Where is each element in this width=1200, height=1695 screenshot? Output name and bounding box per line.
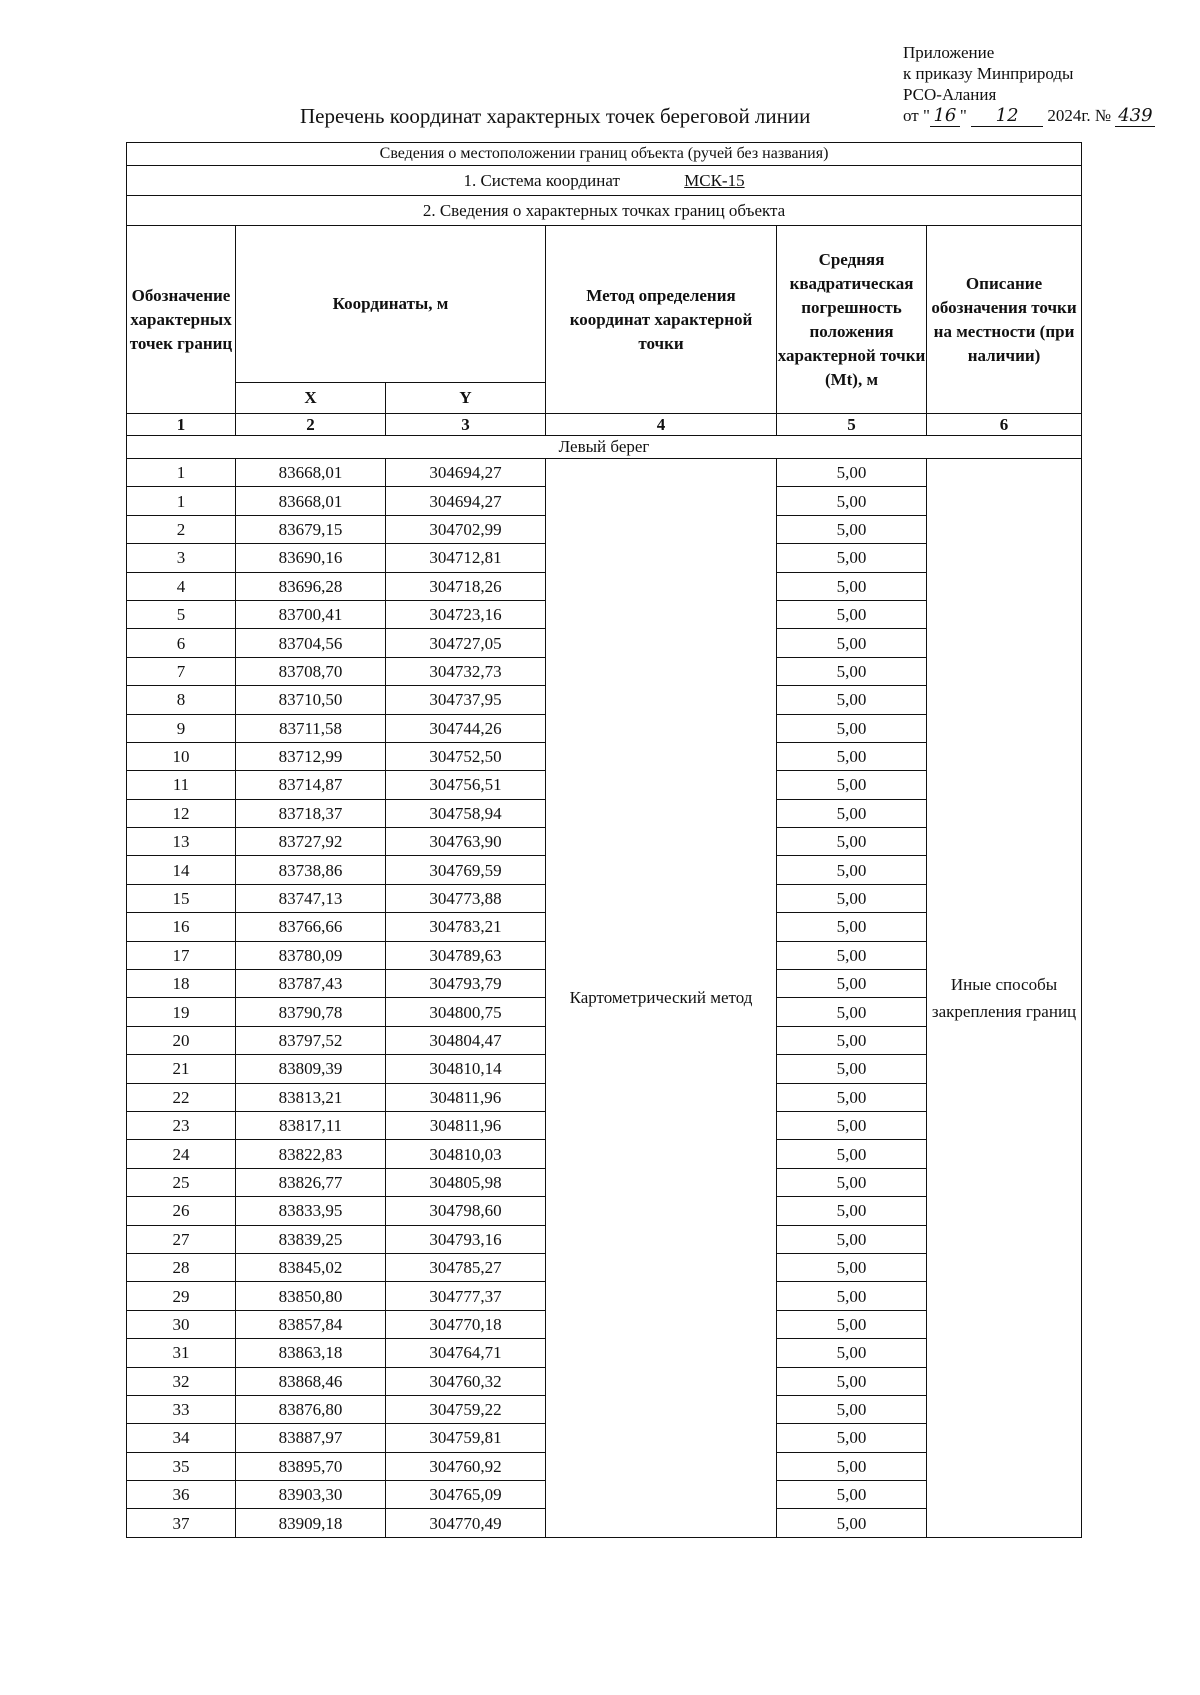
error-value: 5,00	[777, 970, 927, 998]
coord-y: 304810,03	[386, 1140, 546, 1168]
point-number: 26	[127, 1197, 236, 1225]
point-number: 23	[127, 1111, 236, 1139]
point-number: 5	[127, 600, 236, 628]
coord-y: 304769,59	[386, 856, 546, 884]
point-number: 28	[127, 1253, 236, 1281]
error-value: 5,00	[777, 515, 927, 543]
coord-x: 83863,18	[236, 1339, 386, 1367]
coord-x: 83839,25	[236, 1225, 386, 1253]
error-value: 5,00	[777, 1310, 927, 1338]
coord-x: 83766,66	[236, 913, 386, 941]
appendix-line-1: Приложение	[903, 43, 995, 62]
coord-y: 304694,27	[386, 487, 546, 515]
coord-y: 304702,99	[386, 515, 546, 543]
coord-y: 304756,51	[386, 771, 546, 799]
column-number: 3	[386, 414, 546, 436]
point-number: 8	[127, 686, 236, 714]
coord-x: 83711,58	[236, 714, 386, 742]
point-number: 34	[127, 1424, 236, 1452]
point-number: 36	[127, 1481, 236, 1509]
error-value: 5,00	[777, 1509, 927, 1537]
point-number: 35	[127, 1452, 236, 1480]
error-value: 5,00	[777, 459, 927, 487]
column-number: 1	[127, 414, 236, 436]
point-number: 37	[127, 1509, 236, 1537]
coord-x: 83700,41	[236, 600, 386, 628]
point-number: 3	[127, 544, 236, 572]
error-value: 5,00	[777, 913, 927, 941]
point-number: 9	[127, 714, 236, 742]
coord-x: 83668,01	[236, 487, 386, 515]
points-info-cell: 2. Сведения о характерных точках границ объекта	[127, 196, 1082, 226]
coord-x: 83738,86	[236, 856, 386, 884]
coord-y: 304759,81	[386, 1424, 546, 1452]
coord-y: 304752,50	[386, 742, 546, 770]
coord-x: 83710,50	[236, 686, 386, 714]
error-value: 5,00	[777, 629, 927, 657]
coord-x: 83727,92	[236, 828, 386, 856]
coord-x: 83787,43	[236, 970, 386, 998]
point-number: 1	[127, 487, 236, 515]
error-value: 5,00	[777, 686, 927, 714]
date-prefix: от	[903, 106, 919, 125]
error-value: 5,00	[777, 884, 927, 912]
coord-y: 304811,96	[386, 1083, 546, 1111]
coord-y: 304732,73	[386, 657, 546, 685]
coord-y: 304760,32	[386, 1367, 546, 1395]
point-number: 7	[127, 657, 236, 685]
coord-x: 83826,77	[236, 1168, 386, 1196]
coord-x: 83809,39	[236, 1055, 386, 1083]
error-value: 5,00	[777, 856, 927, 884]
coord-x: 83857,84	[236, 1310, 386, 1338]
header-y: Y	[386, 383, 546, 414]
crs-label: 1. Система координат	[463, 170, 620, 190]
coord-y: 304785,27	[386, 1253, 546, 1281]
header-description: Описание обозначения точки на местности (при наличии)	[927, 226, 1082, 414]
point-number: 6	[127, 629, 236, 657]
coord-y: 304744,26	[386, 714, 546, 742]
point-number: 19	[127, 998, 236, 1026]
coord-x: 83895,70	[236, 1452, 386, 1480]
coord-y: 304770,18	[386, 1310, 546, 1338]
point-number: 14	[127, 856, 236, 884]
error-value: 5,00	[777, 1140, 927, 1168]
point-number: 32	[127, 1367, 236, 1395]
coord-y: 304718,26	[386, 572, 546, 600]
point-number: 12	[127, 799, 236, 827]
crs-cell	[127, 166, 1082, 196]
coord-x: 83868,46	[236, 1367, 386, 1395]
point-number: 22	[127, 1083, 236, 1111]
error-value: 5,00	[777, 1424, 927, 1452]
coord-x: 83850,80	[236, 1282, 386, 1310]
coord-y: 304727,05	[386, 629, 546, 657]
coord-x: 83833,95	[236, 1197, 386, 1225]
section-row	[127, 436, 1082, 459]
date-month: 12	[971, 105, 1043, 127]
coord-x: 83822,83	[236, 1140, 386, 1168]
description-cell: Иные способы закрепления границ	[927, 459, 1082, 1538]
coord-y: 304811,96	[386, 1111, 546, 1139]
coord-y: 304759,22	[386, 1395, 546, 1423]
column-number: 6	[927, 414, 1082, 436]
coord-y: 304712,81	[386, 544, 546, 572]
method-cell: Картометрический метод	[546, 459, 777, 1538]
point-number: 18	[127, 970, 236, 998]
coord-y: 304800,75	[386, 998, 546, 1026]
coord-x: 83817,11	[236, 1111, 386, 1139]
error-value: 5,00	[777, 1055, 927, 1083]
column-number: 4	[546, 414, 777, 436]
crs-value: МСК-15	[684, 170, 745, 190]
error-value: 5,00	[777, 828, 927, 856]
appendix-date-line: от " 16 " 12 2024г. № 439	[903, 105, 1155, 127]
error-value: 5,00	[777, 1395, 927, 1423]
coord-y: 304758,94	[386, 799, 546, 827]
coord-x: 83714,87	[236, 771, 386, 799]
coord-y: 304764,71	[386, 1339, 546, 1367]
point-number: 24	[127, 1140, 236, 1168]
error-value: 5,00	[777, 572, 927, 600]
coord-x: 83718,37	[236, 799, 386, 827]
point-number: 17	[127, 941, 236, 969]
appendix-line-2: к приказу Минприроды	[903, 64, 1074, 83]
header-designation: Обозначение характерных точек границ	[127, 226, 236, 414]
coord-x: 83690,16	[236, 544, 386, 572]
error-value: 5,00	[777, 799, 927, 827]
error-value: 5,00	[777, 1083, 927, 1111]
error-value: 5,00	[777, 544, 927, 572]
coord-y: 304694,27	[386, 459, 546, 487]
appendix-block	[903, 42, 1155, 127]
error-value: 5,00	[777, 714, 927, 742]
error-value: 5,00	[777, 1452, 927, 1480]
column-number: 5	[777, 414, 927, 436]
point-number: 2	[127, 515, 236, 543]
point-number: 29	[127, 1282, 236, 1310]
error-value: 5,00	[777, 771, 927, 799]
coord-x: 83790,78	[236, 998, 386, 1026]
order-number: 439	[1115, 105, 1155, 127]
coord-x: 83845,02	[236, 1253, 386, 1281]
point-number: 15	[127, 884, 236, 912]
error-value: 5,00	[777, 1339, 927, 1367]
point-number: 27	[127, 1225, 236, 1253]
coord-y: 304789,63	[386, 941, 546, 969]
coord-x: 83813,21	[236, 1083, 386, 1111]
date-day: 16	[930, 105, 960, 127]
error-value: 5,00	[777, 1225, 927, 1253]
error-value: 5,00	[777, 941, 927, 969]
coord-x: 83780,09	[236, 941, 386, 969]
coord-y: 304737,95	[386, 686, 546, 714]
coord-y: 304804,47	[386, 1026, 546, 1054]
coord-x: 83696,28	[236, 572, 386, 600]
point-number: 31	[127, 1339, 236, 1367]
coord-y: 304793,79	[386, 970, 546, 998]
coord-x: 83909,18	[236, 1509, 386, 1537]
error-value: 5,00	[777, 998, 927, 1026]
coord-x: 83668,01	[236, 459, 386, 487]
point-number: 1	[127, 459, 236, 487]
error-value: 5,00	[777, 1111, 927, 1139]
error-value: 5,00	[777, 1282, 927, 1310]
coord-x: 83712,99	[236, 742, 386, 770]
coord-y: 304810,14	[386, 1055, 546, 1083]
point-number: 10	[127, 742, 236, 770]
coord-y: 304723,16	[386, 600, 546, 628]
error-value: 5,00	[777, 657, 927, 685]
coord-y: 304760,92	[386, 1452, 546, 1480]
error-value: 5,00	[777, 1481, 927, 1509]
object-info-row	[127, 143, 1082, 166]
table-row	[127, 459, 1082, 487]
date-year: 2024г. №	[1047, 106, 1112, 125]
header-error: Средняя квадратическая погрешность положения характерной точки (Mt), м	[777, 226, 927, 414]
object-info-cell: Сведения о местоположении границ объекта (ручей без названия)	[127, 143, 1082, 166]
point-number: 4	[127, 572, 236, 600]
data-body	[127, 459, 1082, 1538]
coord-y: 304770,49	[386, 1509, 546, 1537]
header-method: Метод определения координат характерной точки	[546, 226, 777, 414]
header-x: X	[236, 383, 386, 414]
coord-y: 304777,37	[386, 1282, 546, 1310]
coord-y: 304793,16	[386, 1225, 546, 1253]
coordinates-table	[126, 142, 1082, 1538]
coord-x: 83876,80	[236, 1395, 386, 1423]
point-number: 30	[127, 1310, 236, 1338]
coord-x: 83747,13	[236, 884, 386, 912]
point-number: 13	[127, 828, 236, 856]
point-number: 20	[127, 1026, 236, 1054]
header-coordinates: Координаты, м	[236, 226, 546, 383]
coord-x: 83887,97	[236, 1424, 386, 1452]
point-number: 21	[127, 1055, 236, 1083]
coord-x: 83708,70	[236, 657, 386, 685]
crs-row	[127, 166, 1082, 196]
section-label: Левый берег	[127, 436, 1082, 459]
coord-x: 83797,52	[236, 1026, 386, 1054]
error-value: 5,00	[777, 1197, 927, 1225]
error-value: 5,00	[777, 1253, 927, 1281]
coord-y: 304805,98	[386, 1168, 546, 1196]
coord-x: 83679,15	[236, 515, 386, 543]
point-number: 16	[127, 913, 236, 941]
coord-y: 304773,88	[386, 884, 546, 912]
coord-x: 83704,56	[236, 629, 386, 657]
coord-y: 304783,21	[386, 913, 546, 941]
coord-y: 304763,90	[386, 828, 546, 856]
error-value: 5,00	[777, 600, 927, 628]
coord-y: 304765,09	[386, 1481, 546, 1509]
error-value: 5,00	[777, 742, 927, 770]
column-number: 2	[236, 414, 386, 436]
column-number-row	[127, 414, 1082, 436]
header-row	[127, 226, 1082, 383]
point-number: 33	[127, 1395, 236, 1423]
points-info-row	[127, 196, 1082, 226]
document-title: Перечень координат характерных точек береговой линии	[300, 104, 811, 128]
appendix-line-3: РСО-Алания	[903, 85, 997, 104]
error-value: 5,00	[777, 1367, 927, 1395]
error-value: 5,00	[777, 1026, 927, 1054]
error-value: 5,00	[777, 1168, 927, 1196]
coord-x: 83903,30	[236, 1481, 386, 1509]
coord-y: 304798,60	[386, 1197, 546, 1225]
point-number: 11	[127, 771, 236, 799]
error-value: 5,00	[777, 487, 927, 515]
point-number: 25	[127, 1168, 236, 1196]
